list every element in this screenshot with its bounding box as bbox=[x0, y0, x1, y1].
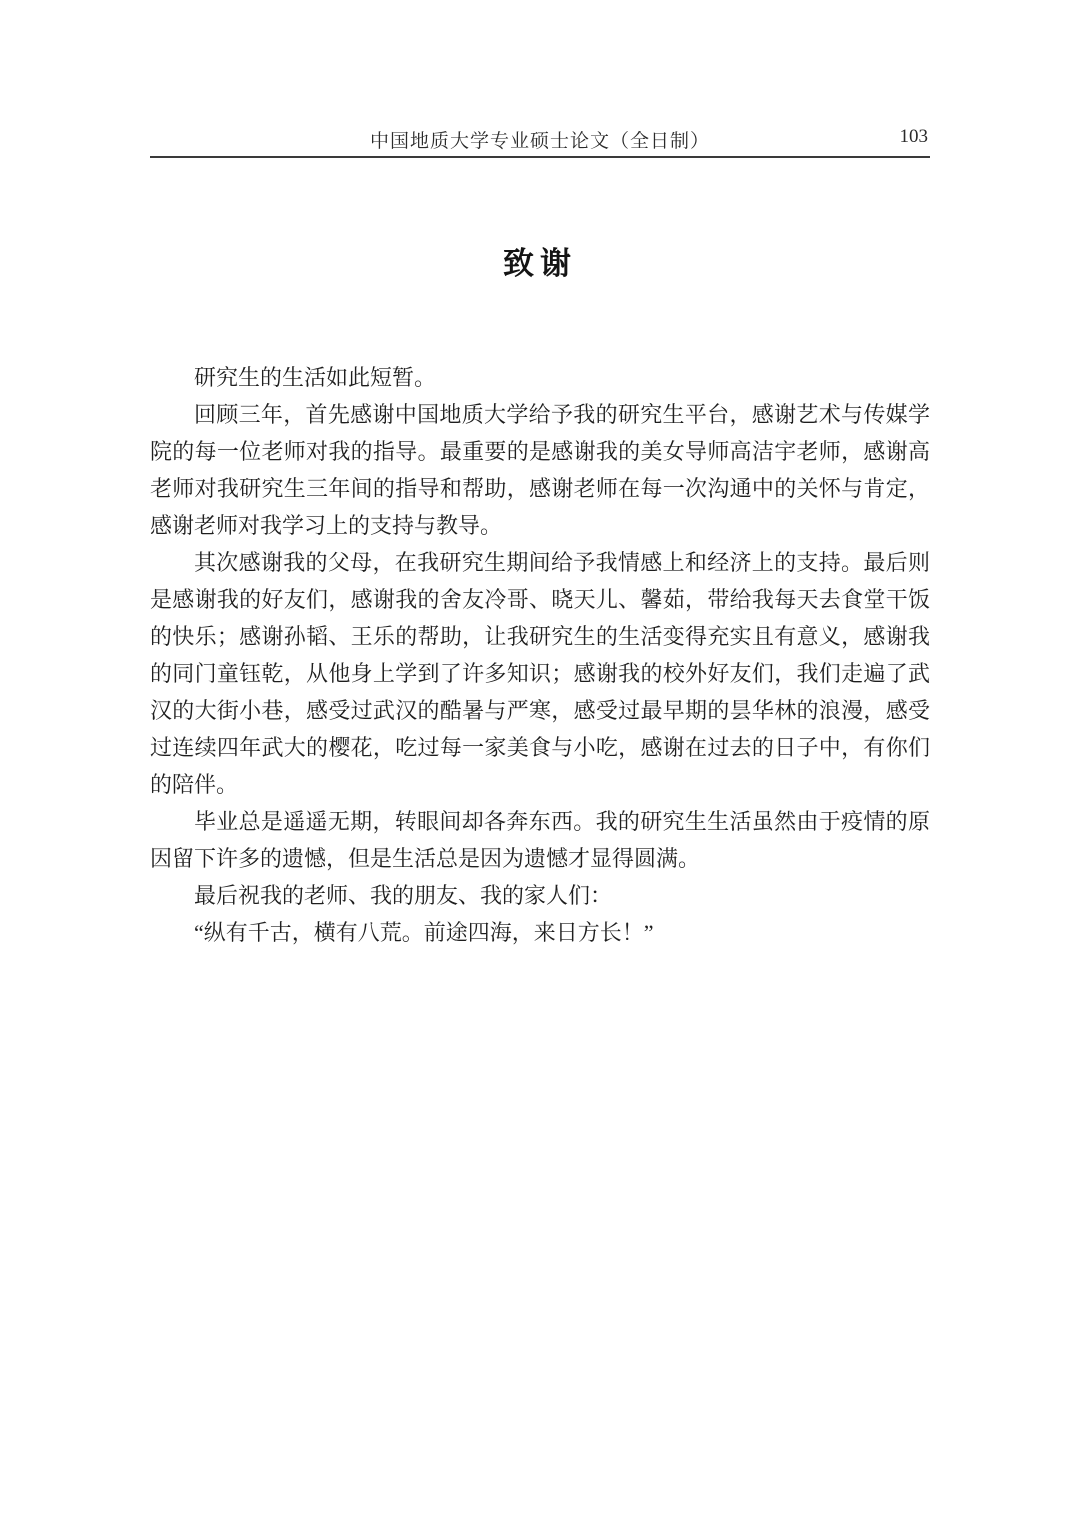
page-number: 103 bbox=[899, 126, 928, 147]
running-header bbox=[150, 0, 930, 156]
paragraph: 其次感谢我的父母，在我研究生期间给予我情感上和经济上的支持。最后则是感谢我的好友们，感谢我的舍友冷哥、晓天儿、馨茹，带给我每天去食堂干饭的快乐；感谢孙韬、王乐的帮助，让我研究生的生活变得充实且有意义，感谢我的同门童钰乾，从他身上学到了许多知识；感谢我的校外好友们，我们走遍了武汉的大街小巷，感受过武汉的酷暑与严寒，感受过最早期的昙华林的浪漫，感受过连续四年武大的樱花，吃过每一家美食与小吃，感谢在过去的日子中，有你们的陪伴。 bbox=[150, 550, 930, 797]
acknowledgements-body bbox=[150, 359, 930, 951]
header-divider bbox=[150, 156, 930, 158]
paragraph: 最后祝我的老师、我的朋友、我的家人们： bbox=[194, 883, 613, 908]
page-content bbox=[150, 0, 930, 951]
page-title: 致谢 bbox=[503, 246, 577, 281]
paragraph: 回顾三年，首先感谢中国地质大学给予我的研究生平台，感谢艺术与传媒学院的每一位老师对我的指导。最重要的是感谢我的美女导师高洁宇老师，感谢高老师对我研究生三年间的指导和帮助，感谢老师在每一次沟通中的关怀与肯定，感谢老师对我学习上的支持与教导。 bbox=[150, 402, 930, 538]
paragraph: 毕业总是遥遥无期，转眼间却各奔东西。我的研究生生活虽然由于疫情的原因留下许多的遗憾，但是生活总是因为遗憾才显得圆满。 bbox=[150, 809, 930, 871]
paragraph: “纵有千古，横有八荒。前途四海，来日方长！” bbox=[194, 920, 654, 945]
running-header-title: 中国地质大学专业硕士论文（全日制） bbox=[369, 131, 710, 152]
paragraph: 研究生的生活如此短暂。 bbox=[194, 365, 437, 390]
